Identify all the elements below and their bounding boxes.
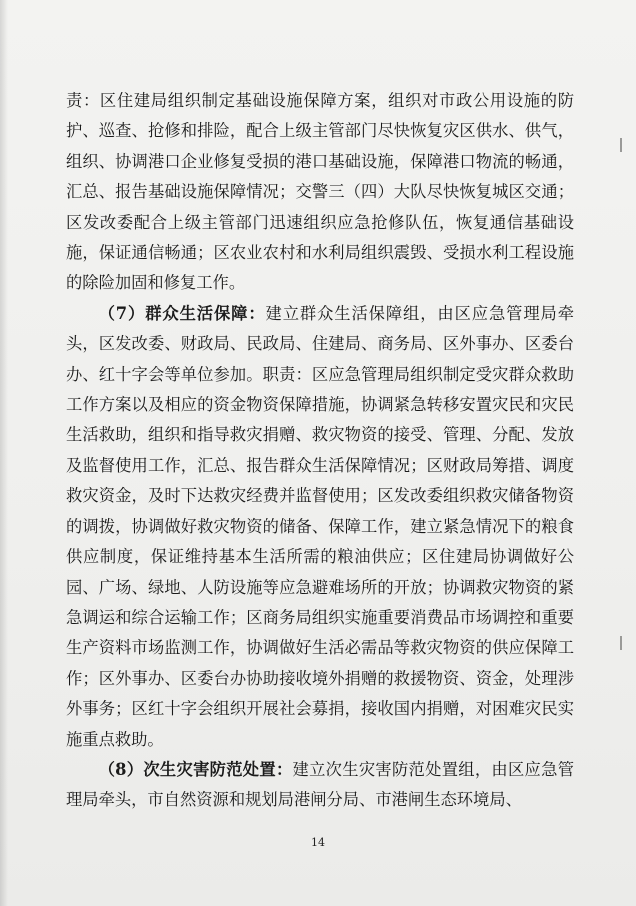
paragraph-text: 责：区住建局组织制定基础设施保障方案，组织对市政公用设施的防护、巡查、抢修和排险，配合上级主管部门尽快恢复灾区供水、供气，组织、协调港口企业修复受损的港口基础设施，保障港口物流的畅通，汇总、报告基础设施保障情况；交警三（四）大队尽快恢复城区交通；区发改委配合上级主管部门迅速组织应急抢修队伍，恢复通信基础设施，保证通信畅通；区农业农村和水利局组织震毁、受损水利工程设施的除险加固和修复工作。 [66, 91, 574, 293]
paragraph-heading: （8）次生灾害防范处置： [98, 759, 293, 779]
paragraph-text: 建立群众生活保障组，由区应急管理局牵头，区发改委、财政局、民政局、住建局、商务局、区外事办、区委台办、红十字会等单位参加。职责：区应急管理局组织制定受灾群众救助工作方案以及相应的资金物资保障措施，协调紧急转移安置灾民和灾民生活救助，组织和指导救灾捐赠、救灾物资的接受、管理、分配、发放及监督使用工作，汇总、报告群众生活保障情况；区财政局筹措、调度救灾资金，及时下达救灾经费并监督使用；区发改委组织救灾储备物资的调拨，协调做好救灾物资的储备、保障工作，建立紧急情况下的粮食供应制度，保证维持基本生活所需的粮油供应；区住建局协调做好公园、广场、绿地、人防设施等应急避难场所的开放；协调救灾物资的紧急调运和综合运输工作；区商务局组织实施重要消费品市场调控和重要生产资料市场监测工作，协调做好生活必需品等救灾物资的供应保障工作；区外事办、区委台办协助接收境外捐赠的救援物资、资金，处理涉外事务；区红十字会组织开展社会募捐，接收国内捐赠，对困难灾民实施重点救助。 [66, 303, 574, 749]
paragraph-infrastructure-duties [66, 86, 574, 299]
paragraph-heading: （7）群众生活保障： [98, 303, 266, 323]
paragraph-public-livelihood [66, 299, 574, 755]
paragraph-secondary-disaster [66, 755, 574, 816]
binder-mark [620, 636, 622, 650]
binder-mark [620, 138, 622, 152]
paragraph-text: 建立次生灾害防范处置组，由区应急管理局牵头，市自然资源和规划局港闸分局、市港闸生态环境局、 [66, 759, 574, 810]
document-body [66, 86, 574, 816]
page-number: 14 [311, 836, 325, 849]
